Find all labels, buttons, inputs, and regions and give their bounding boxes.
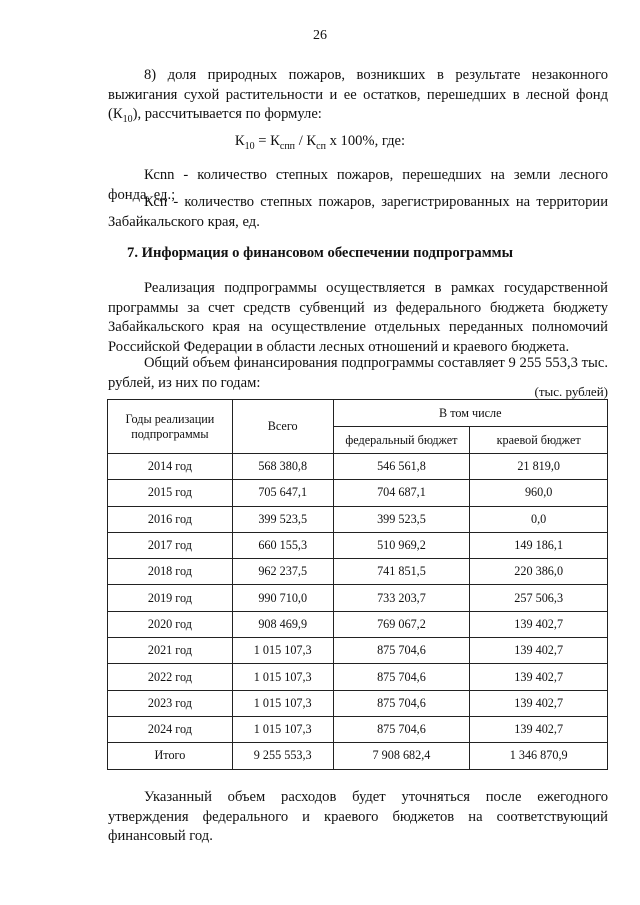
table-row: 2014 год 568 380,8 546 561,8 21 819,0 — [108, 454, 608, 480]
closing-paragraph: Указанный объем расходов будет уточняться после ежегодного утверждения федерального и краевого бюджетов на соответствующий финансовый год. — [108, 789, 608, 844]
formula — [0, 133, 640, 152]
table-row: 2015 год 705 647,1 704 687,1 960,0 — [108, 480, 608, 506]
page-number: 26 — [313, 28, 327, 43]
table-row: 2017 год 660 155,3 510 969,2 149 186,1 — [108, 532, 608, 558]
table-unit: (тыс. рублей) — [534, 384, 608, 399]
header-years: Годы реализации подпрограммы — [108, 400, 233, 454]
formula-eq: = К — [254, 133, 280, 149]
table-row-total: Итого 9 255 553,3 7 908 682,4 1 346 870,9 — [108, 743, 608, 769]
formula-k-sub: 10 — [244, 140, 255, 152]
financing-table — [107, 399, 608, 770]
table-row: 2023 год 1 015 107,3 875 704,6 139 402,7 — [108, 690, 608, 716]
definition-1: Ксnn - количество степных пожаров, перешедших на земли лесного фонда, ед.; — [108, 167, 608, 203]
body-paragraph-1: Реализация подпрограммы осуществляется в рамках государственной программы за счет средств субвенций из федерального бюджета бюджету Забайкальского края на осуществление отдельных переданных полномочий Российской Федерации в области лесных отношений и краевого бюджета. — [108, 280, 608, 355]
formula-b-sub: сп — [316, 140, 326, 152]
formula-k: К — [234, 133, 245, 149]
formula-div: / К — [295, 133, 317, 149]
table-row: 2019 год 990 710,0 733 203,7 257 506,3 — [108, 585, 608, 611]
table-row: 2022 год 1 015 107,3 875 704,6 139 402,7 — [108, 664, 608, 690]
section-title: 7. Информация о финансовом обеспечении подпрограммы — [127, 245, 513, 261]
table-row: 2020 год 908 469,9 769 067,2 139 402,7 — [108, 611, 608, 637]
table-row: 2021 год 1 015 107,3 875 704,6 139 402,7 — [108, 638, 608, 664]
table-row: 2018 год 962 237,5 741 851,5 220 386,0 — [108, 559, 608, 585]
header-federal: федеральный бюджет — [333, 427, 470, 454]
body-paragraph-2: Общий объем финансирования подпрограммы составляет 9 255 553,3 тыс. рублей, из них по годам: — [108, 355, 608, 391]
intro-sub: 10 — [122, 113, 133, 125]
intro-end: ), рассчитывается по формуле: — [132, 106, 322, 122]
intro-text: 8) доля природных пожаров, возникших в результате незаконного выжигания сухой растительности и ее остатков, перешедших в лесной фонд (К — [108, 67, 608, 122]
header-regional: краевой бюджет — [470, 427, 608, 454]
table-row: 2016 год 399 523,5 399 523,5 0,0 — [108, 506, 608, 532]
definition-2: Ксn - количество степных пожаров, зарегистрированных на территории Забайкальского края, ед. — [108, 194, 608, 230]
header-total: Всего — [232, 400, 333, 454]
formula-tail: х 100%, где: — [325, 133, 406, 149]
formula-a-sub: спп — [279, 140, 296, 152]
header-including: В том числе — [333, 400, 607, 427]
table-row: 2024 год 1 015 107,3 875 704,6 139 402,7 — [108, 716, 608, 742]
intro-paragraph — [108, 66, 608, 129]
